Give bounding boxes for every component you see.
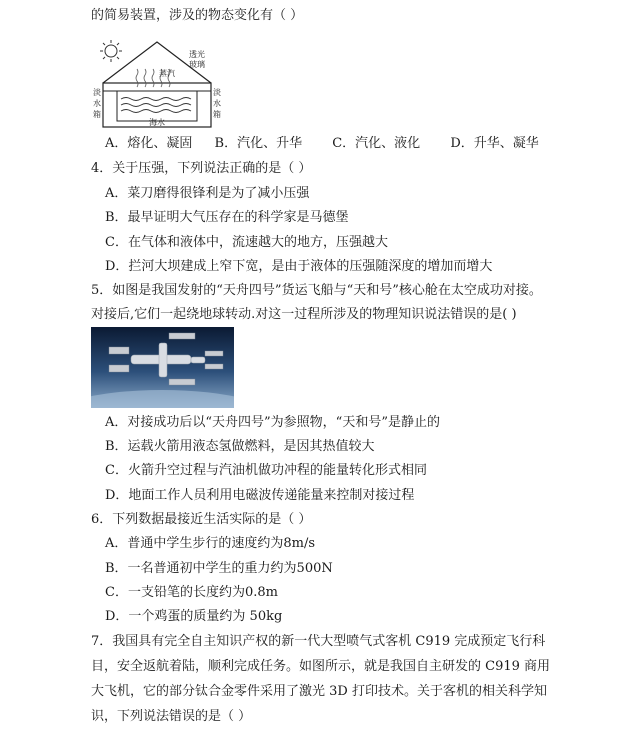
q6-stem: 6．下列数据最接近生活实际的是（ ） xyxy=(91,512,312,527)
label-right-2: 水 xyxy=(213,99,221,108)
q4-option-d: D．拦河大坝建成上窄下宽，是由于液体的压强随深度的增加而增大 xyxy=(105,259,493,274)
q7-stem-line2: 目，安全返航着陆，顺利完成任务。如图所示，就是我国自主研发的 C919 商用 xyxy=(91,659,551,674)
sun-icon xyxy=(100,40,122,62)
q4-option-a: A．菜刀磨得很锋利是为了减小压强 xyxy=(105,186,310,201)
q3-option-b: B．汽化、升华 xyxy=(214,136,303,151)
q5-stem-line2: 对接后,它们一起绕地球转动.对这一过程所涉及的物理知识说法错误的是( ) xyxy=(91,307,517,322)
label-steam: 蒸汽 xyxy=(159,69,175,78)
q5-stem-line1: 5．如图是我国发射的“天舟四号”货运飞船与“天和号”核心舱在太空成功对接。 xyxy=(91,283,542,298)
q6-option-b: B．一名普通初中学生的重力约为500N xyxy=(105,561,333,576)
desalination-figure xyxy=(91,39,223,128)
label-left-3: 箱 xyxy=(93,110,101,119)
q7-stem-line3: 大飞机，它的部分钛合金零件采用了激光 3D 打印技术。关于客机的相关科学知 xyxy=(91,684,547,699)
space-station-image xyxy=(91,327,234,408)
label-left-1: 淡 xyxy=(93,88,101,97)
label-sea: 海水 xyxy=(149,118,165,127)
label-glass-1: 透光 xyxy=(189,50,205,59)
q3-option-a: A．熔化、凝固 xyxy=(105,136,193,151)
q7-stem-line4: 识，下列说法错误的是（ ） xyxy=(91,709,252,724)
q5-option-a: A．对接成功后以“天舟四号”为参照物，“天和号”是静止的 xyxy=(105,415,440,430)
q5-option-c: C．火箭升空过程与汽油机做功冲程的能量转化形式相同 xyxy=(105,463,427,478)
q6-option-c: C．一支铅笔的长度约为0.8m xyxy=(105,585,278,600)
q6-option-d: D．一个鸡蛋的质量约为 50kg xyxy=(105,609,283,624)
water-waves xyxy=(121,98,191,113)
label-glass-2: 玻璃 xyxy=(189,60,205,69)
label-right-3: 箱 xyxy=(213,110,221,119)
q4-option-c: C．在气体和液体中，流速越大的地方，压强越大 xyxy=(105,235,388,250)
q3-option-c: C．汽化、液化 xyxy=(332,136,421,151)
q5-option-b: B．运载火箭用液态氢做燃料，是因其热值较大 xyxy=(105,439,375,454)
q7-stem-line1: 7．我国具有完全自主知识产权的新一代大型喷气式客机 C919 完成预定飞行科 xyxy=(91,634,546,649)
q5-option-d: D．地面工作人员利用电磁波传递能量来控制对接过程 xyxy=(105,488,415,503)
q3-option-d: D．升华、凝华 xyxy=(450,136,539,151)
q3-stem-tail: 的简易装置，涉及的物态变化有（ ） xyxy=(91,8,304,23)
q4-option-b: B．最早证明大气压存在的科学家是马德堡 xyxy=(105,210,349,225)
label-left-2: 水 xyxy=(93,99,101,108)
label-right-1: 淡 xyxy=(213,88,221,97)
q4-stem: 4．关于压强，下列说法正确的是（ ） xyxy=(91,161,312,176)
q6-option-a: A．普通中学生步行的速度约为8m/s xyxy=(105,536,316,551)
q3-options xyxy=(105,135,557,153)
